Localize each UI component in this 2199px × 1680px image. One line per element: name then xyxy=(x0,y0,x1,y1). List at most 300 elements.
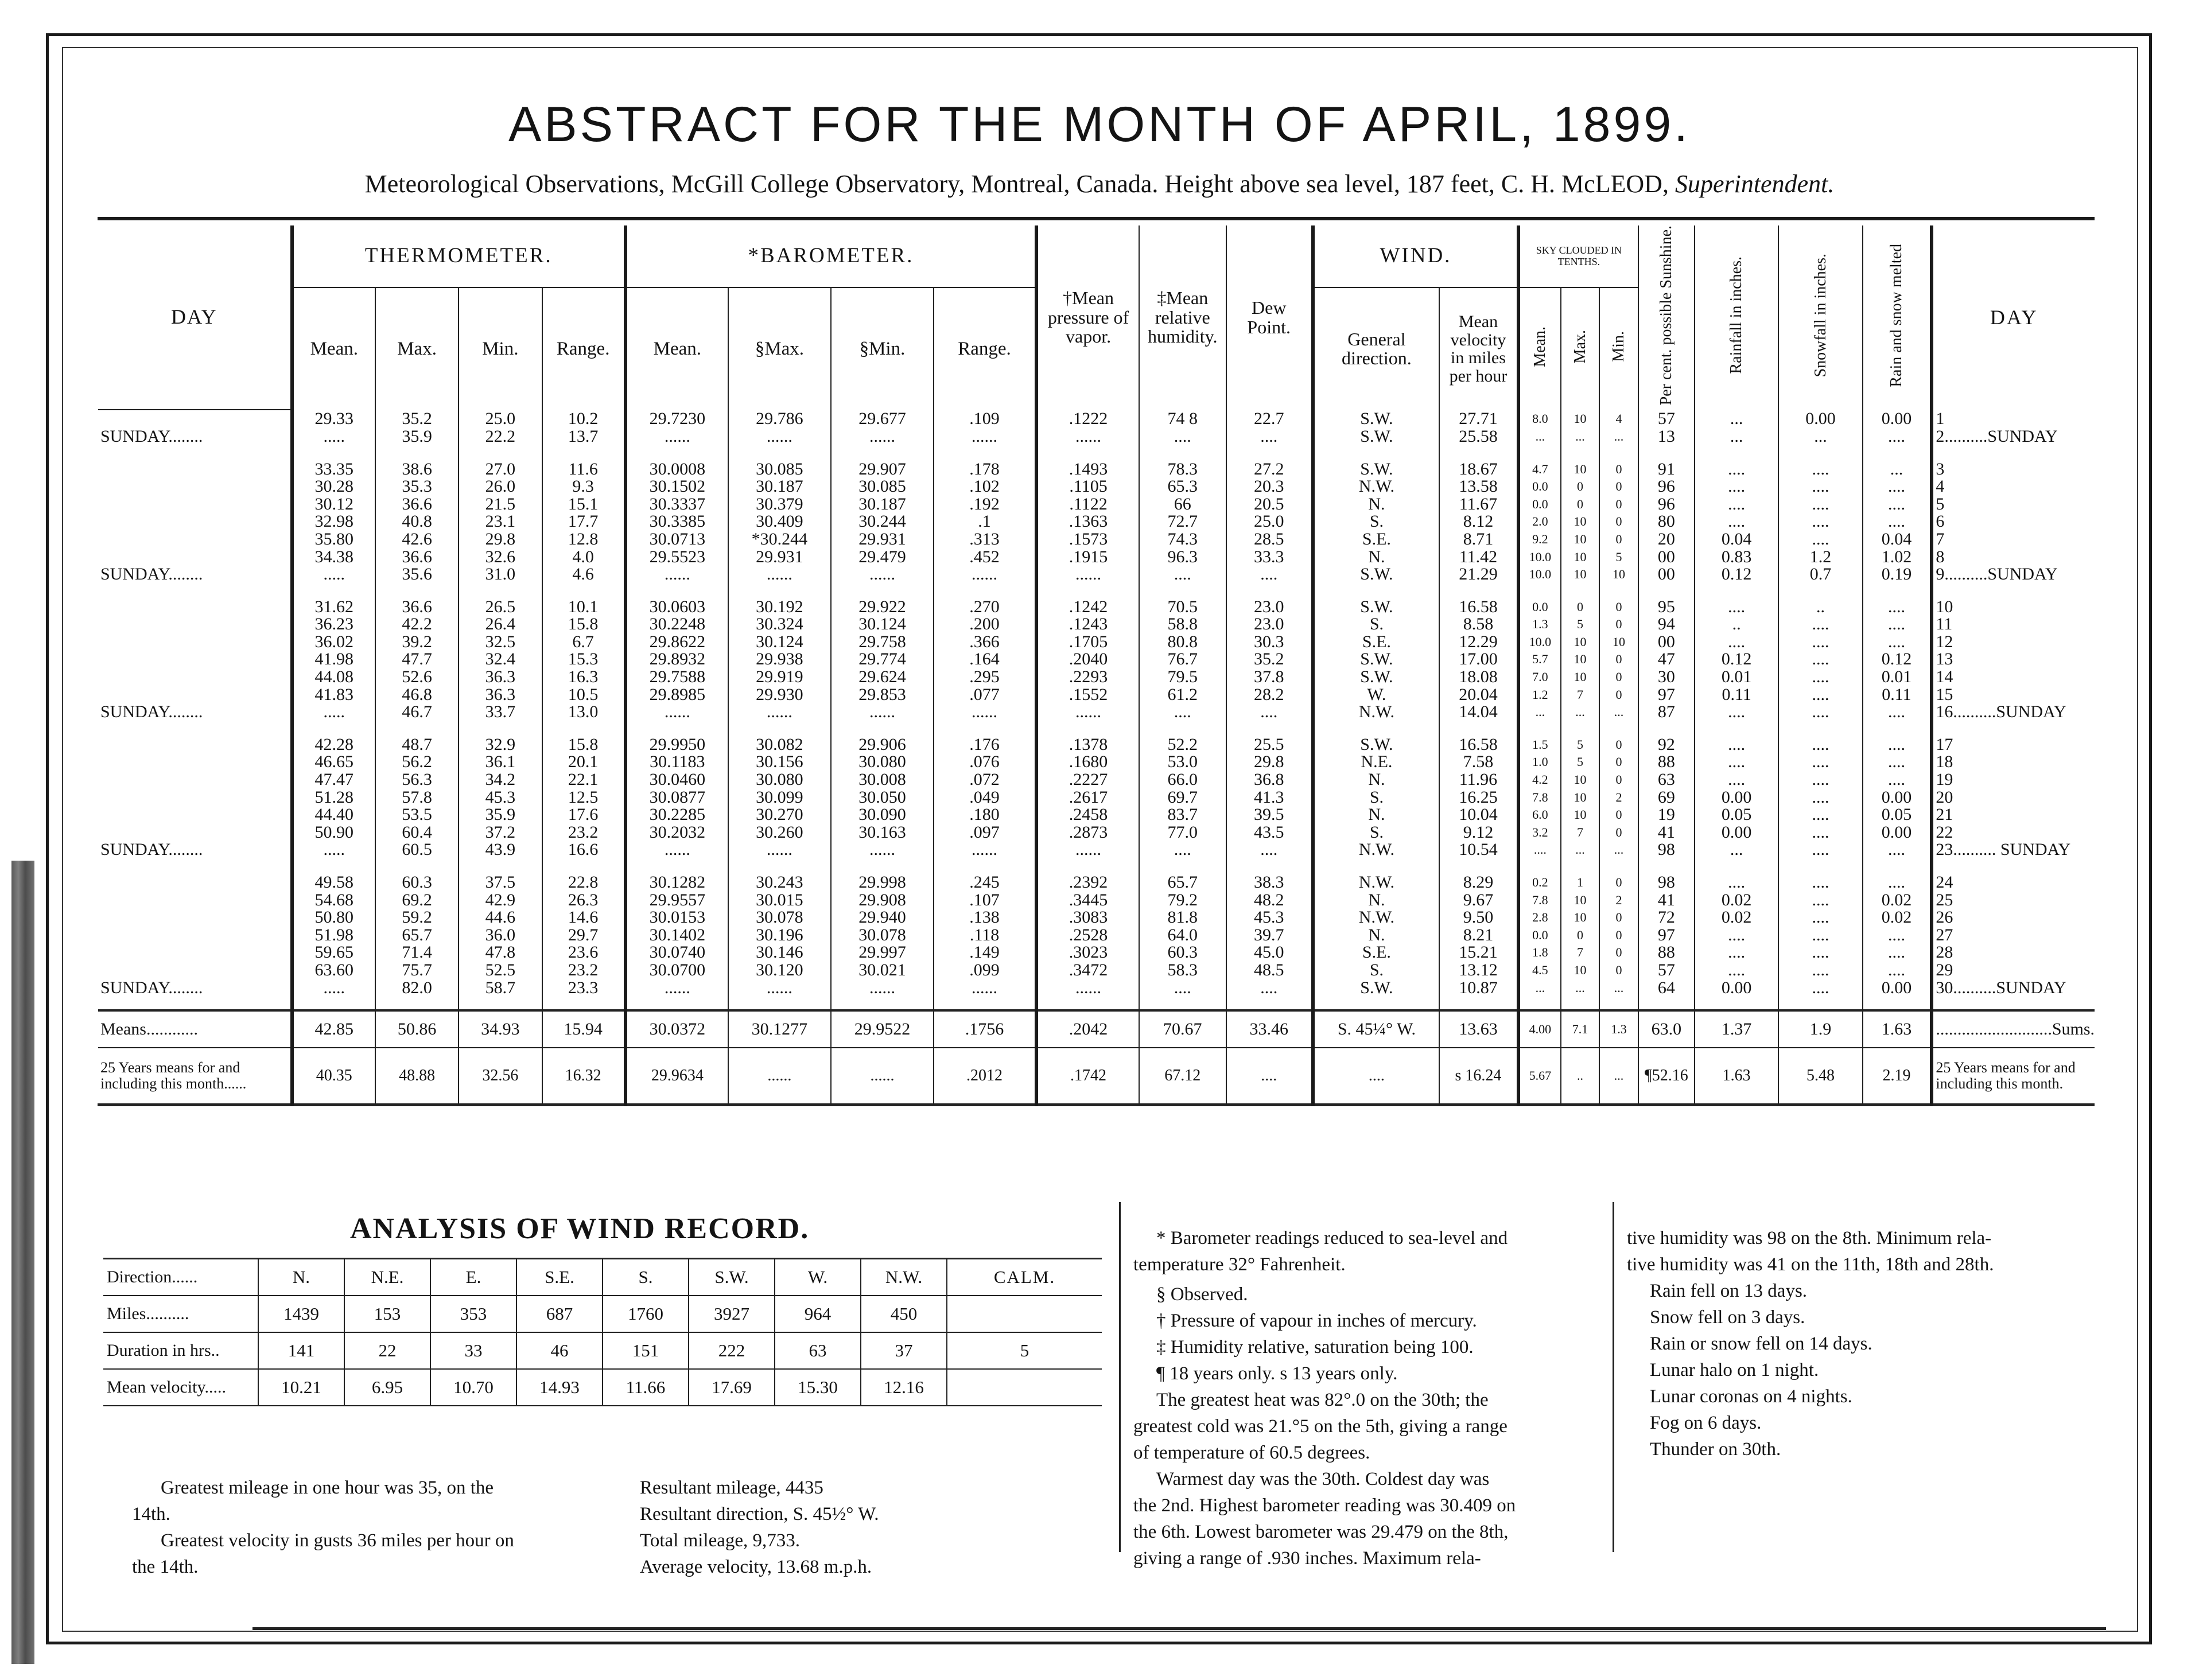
sky-min-cell: ... xyxy=(1599,428,1638,446)
wind-velocity-cell: 27.71 xyxy=(1439,410,1518,428)
wind-value-cell: 153 xyxy=(344,1296,430,1332)
humidity-cell: 74 8 xyxy=(1139,410,1226,428)
spacer-cell xyxy=(542,721,625,736)
dew-point-cell: 35.2 xyxy=(1226,651,1313,668)
barometer-mean-cell: 30.2285 xyxy=(625,806,728,824)
thermometer-mean-cell: 40.35 xyxy=(292,1048,375,1105)
thermometer-min-cell: 29.8 xyxy=(459,531,542,549)
table-row xyxy=(98,703,2095,721)
barometer-range-cell: .192 xyxy=(934,495,1036,513)
thermometer-mean-cell: 33.35 xyxy=(292,460,375,478)
wind-row-label: Miles.......... xyxy=(103,1296,258,1332)
spacer-cell xyxy=(292,583,375,598)
sky-mean-cell: 0.0 xyxy=(1518,495,1561,513)
rain-snow-cell: .... xyxy=(1863,428,1932,446)
sky-mean-cell: 1.0 xyxy=(1518,753,1561,771)
barometer-range-cell: ...... xyxy=(934,979,1036,997)
rain-snow-cell: .... xyxy=(1863,753,1932,771)
barometer-max-cell: 30.324 xyxy=(728,616,831,633)
rain-snow-cell: 0.02 xyxy=(1863,909,1932,927)
spacer-cell xyxy=(292,997,375,1010)
barometer-max-cell: 30.260 xyxy=(728,824,831,842)
day-label-right: 1 xyxy=(1932,410,2095,428)
sky-max-cell: 10 xyxy=(1561,460,1600,478)
thermometer-min-cell: 36.1 xyxy=(459,753,542,771)
rain-snow-cell: ... xyxy=(1863,460,1932,478)
sky-mean-cell: 1.3 xyxy=(1518,616,1561,633)
spacer-cell xyxy=(934,721,1036,736)
spacer-cell xyxy=(1518,583,1561,598)
snowfall-cell: .. xyxy=(1778,598,1862,616)
sky-max-cell: 0 xyxy=(1561,927,1600,944)
wind-direction-header: E. xyxy=(430,1259,516,1296)
sky-mean-cell: 1.5 xyxy=(1518,736,1561,754)
thermometer-mean-cell: 41.98 xyxy=(292,651,375,668)
thermometer-mean-cell: ..... xyxy=(292,841,375,859)
spacer-cell xyxy=(1561,583,1600,598)
rain-snow-cell: .... xyxy=(1863,736,1932,754)
rainfall-cell: ... xyxy=(1695,428,1778,446)
footnotes-right xyxy=(1627,1225,2103,1463)
sunshine-cell: 47 xyxy=(1638,651,1695,668)
humidity-cell: .... xyxy=(1139,428,1226,446)
rainfall-cell: 1.37 xyxy=(1695,1010,1778,1048)
humidity-cell: 66 xyxy=(1139,495,1226,513)
row-spacer xyxy=(98,859,2095,874)
sky-min-cell: 10 xyxy=(1599,566,1638,584)
sunshine-cell: 00 xyxy=(1638,633,1695,651)
thermometer-mean-cell: 49.58 xyxy=(292,874,375,892)
baro-range-header: Range. xyxy=(934,287,1036,410)
table-row xyxy=(98,962,2095,979)
thermometer-min-cell: 26.4 xyxy=(459,616,542,633)
thermometer-min-cell: 32.9 xyxy=(459,736,542,754)
table-row xyxy=(98,410,2095,428)
sunshine-cell: 19 xyxy=(1638,806,1695,824)
thermometer-mean-cell: ..... xyxy=(292,703,375,721)
wind-value-cell: 11.66 xyxy=(603,1369,689,1406)
rainfall-cell: .... xyxy=(1695,513,1778,531)
spacer-cell xyxy=(1695,445,1778,460)
rain-snow-cell: .... xyxy=(1863,962,1932,979)
thermometer-mean-cell: 50.90 xyxy=(292,824,375,842)
barometer-max-cell: 30.379 xyxy=(728,495,831,513)
spacer-cell xyxy=(625,445,728,460)
spacer-cell xyxy=(1036,997,1139,1010)
wind-direction-cell: S. xyxy=(1313,788,1439,806)
sky-min-cell: 0 xyxy=(1599,668,1638,686)
spacer-cell xyxy=(98,721,292,736)
thermometer-mean-cell: 51.98 xyxy=(292,927,375,944)
rain-snow-cell: .... xyxy=(1863,771,1932,789)
thermometer-range-cell: 15.3 xyxy=(542,651,625,668)
humidity-cell: 70.5 xyxy=(1139,598,1226,616)
snowfall-cell: .... xyxy=(1778,962,1862,979)
barometer-max-cell: ...... xyxy=(728,841,831,859)
thermometer-mean-cell: ..... xyxy=(292,566,375,584)
barometer-mean-cell: ...... xyxy=(625,428,728,446)
thermometer-max-cell: 35.6 xyxy=(375,566,459,584)
dew-point-cell: 29.8 xyxy=(1226,753,1313,771)
day-label xyxy=(98,944,292,962)
wind-velocity-cell: 8.58 xyxy=(1439,616,1518,633)
wind-direction-cell: S.W. xyxy=(1313,566,1439,584)
note-line: giving a range of .930 inches. Maximum rela- xyxy=(1133,1548,1481,1569)
note-line: † Pressure of vapour in inches of mercury. xyxy=(1156,1310,1477,1331)
spacer-cell xyxy=(1599,721,1638,736)
spacer-cell xyxy=(1561,445,1600,460)
wind-velocity-cell: 7.58 xyxy=(1439,753,1518,771)
wind-value-cell: 353 xyxy=(430,1296,516,1332)
snowfall-header xyxy=(1778,225,1862,410)
dew-point-cell: 23.0 xyxy=(1226,598,1313,616)
spacer-cell xyxy=(625,997,728,1010)
humidity-cell: .... xyxy=(1139,979,1226,997)
rainfall-cell: 0.83 xyxy=(1695,548,1778,566)
humidity-cell: 74.3 xyxy=(1139,531,1226,549)
sky-max-cell: 10 xyxy=(1561,909,1600,927)
sunshine-cell: 88 xyxy=(1638,753,1695,771)
snowfall-cell: 1.9 xyxy=(1778,1010,1862,1048)
barometer-min-cell: 29.9522 xyxy=(831,1010,934,1048)
snowfall-cell: ... xyxy=(1778,428,1862,446)
barometer-min-cell: 30.244 xyxy=(831,513,934,531)
rain-snow-cell: .... xyxy=(1863,616,1932,633)
thermometer-max-cell: 57.8 xyxy=(375,788,459,806)
sky-min-cell: 0 xyxy=(1599,598,1638,616)
barometer-max-cell: 29.919 xyxy=(728,668,831,686)
wind-value-cell: 151 xyxy=(603,1332,689,1369)
wind-value-cell: 964 xyxy=(775,1296,861,1332)
spacer-cell xyxy=(1695,859,1778,874)
day-label-right: 29 xyxy=(1932,962,2095,979)
barometer-max-cell: *30.244 xyxy=(728,531,831,549)
thermometer-range-cell: 22.1 xyxy=(542,771,625,789)
thermometer-min-cell: 32.4 xyxy=(459,651,542,668)
snowfall-cell: .... xyxy=(1778,531,1862,549)
day-label xyxy=(98,460,292,478)
sky-max-cell: 0 xyxy=(1561,478,1600,496)
table-row xyxy=(98,668,2095,686)
rainfall-cell: 0.05 xyxy=(1695,806,1778,824)
barometer-mean-cell: 30.2248 xyxy=(625,616,728,633)
day-label xyxy=(98,651,292,668)
snowfall-cell: .... xyxy=(1778,788,1862,806)
thermometer-min-cell: 47.8 xyxy=(459,944,542,962)
sky-mean-cell: 2.8 xyxy=(1518,909,1561,927)
barometer-max-cell: 30.243 xyxy=(728,874,831,892)
wind-velocity-cell: 10.04 xyxy=(1439,806,1518,824)
thermometer-mean-cell: 35.80 xyxy=(292,531,375,549)
humidity-cell: 69.7 xyxy=(1139,788,1226,806)
day-label xyxy=(98,410,292,428)
barometer-range-cell: .178 xyxy=(934,460,1036,478)
thermometer-min-cell: 22.2 xyxy=(459,428,542,446)
barometer-range-cell: .200 xyxy=(934,616,1036,633)
vapor-header: †Mean pressure of vapor. xyxy=(1036,225,1139,410)
sky-mean-cell: .... xyxy=(1518,841,1561,859)
barometer-header: *BAROMETER. xyxy=(625,225,1036,287)
humidity-cell: 79.2 xyxy=(1139,891,1226,909)
rain-snow-cell: .... xyxy=(1863,495,1932,513)
rain-snow-cell: 0.00 xyxy=(1863,824,1932,842)
sky-mean-cell: 10.0 xyxy=(1518,566,1561,584)
sky-mean-cell: 1.2 xyxy=(1518,686,1561,703)
vapor-cell: .2392 xyxy=(1036,874,1139,892)
barometer-range-cell: .072 xyxy=(934,771,1036,789)
dew-point-cell: 37.8 xyxy=(1226,668,1313,686)
sky-mean-header xyxy=(1518,287,1561,410)
wind-velocity-cell: 11.67 xyxy=(1439,495,1518,513)
sky-min-cell: 0 xyxy=(1599,736,1638,754)
day-label-right: 10 xyxy=(1932,598,2095,616)
day-label: 25 Years means for and including this month...... xyxy=(98,1048,292,1105)
thermometer-min-cell: 25.0 xyxy=(459,410,542,428)
rain-snow-cell: 1.02 xyxy=(1863,548,1932,566)
wind-value-cell: 687 xyxy=(516,1296,603,1332)
barometer-range-cell: .313 xyxy=(934,531,1036,549)
rainfall-cell: .... xyxy=(1695,703,1778,721)
barometer-min-cell: 29.677 xyxy=(831,410,934,428)
sky-min-cell: 0 xyxy=(1599,909,1638,927)
snowfall-cell: .... xyxy=(1778,478,1862,496)
spacer-cell xyxy=(625,583,728,598)
sky-min-cell: 2 xyxy=(1599,891,1638,909)
wind-velocity-cell: 20.04 xyxy=(1439,686,1518,703)
barometer-min-cell: ...... xyxy=(831,841,934,859)
sky-min-cell: 1.3 xyxy=(1599,1010,1638,1048)
barometer-min-cell: 29.758 xyxy=(831,633,934,651)
barometer-min-cell: 29.997 xyxy=(831,944,934,962)
wind-velocity-cell: 25.58 xyxy=(1439,428,1518,446)
wind-value-cell: 17.69 xyxy=(689,1369,775,1406)
snowfall-cell: .... xyxy=(1778,841,1862,859)
spacer-cell xyxy=(1778,445,1862,460)
barometer-range-cell: .076 xyxy=(934,753,1036,771)
barometer-min-cell: 30.163 xyxy=(831,824,934,842)
thermometer-mean-cell: 30.28 xyxy=(292,478,375,496)
sky-mean-cell: 3.2 xyxy=(1518,824,1561,842)
barometer-min-cell: 30.080 xyxy=(831,753,934,771)
dew-point-cell: 39.5 xyxy=(1226,806,1313,824)
sunshine-cell: 91 xyxy=(1638,460,1695,478)
dew-point-cell: 28.2 xyxy=(1226,686,1313,703)
dew-point-cell: 36.8 xyxy=(1226,771,1313,789)
dew-point-cell: 33.3 xyxy=(1226,548,1313,566)
wind-value-cell: 6.95 xyxy=(344,1369,430,1406)
spacer-cell xyxy=(1638,997,1695,1010)
spacer-cell xyxy=(1226,721,1313,736)
barometer-max-cell: 30.196 xyxy=(728,927,831,944)
spacer-cell xyxy=(375,859,459,874)
resultant-notes xyxy=(640,1475,1099,1580)
vapor-cell: .2040 xyxy=(1036,651,1139,668)
sky-max-cell: 10 xyxy=(1561,668,1600,686)
rainfall-cell: ... xyxy=(1695,410,1778,428)
sunshine-cell: 57 xyxy=(1638,410,1695,428)
thermometer-mean-cell: 50.80 xyxy=(292,909,375,927)
humidity-cell: 81.8 xyxy=(1139,909,1226,927)
observations-body xyxy=(98,410,2095,1106)
barometer-max-cell: ...... xyxy=(728,428,831,446)
barometer-max-cell: ...... xyxy=(728,566,831,584)
barometer-mean-cell: ...... xyxy=(625,566,728,584)
day-label-right: 7 xyxy=(1932,531,2095,549)
note-line: tive humidity was 98 on the 8th. Minimum rela- xyxy=(1627,1228,1992,1249)
day-label-right: 15 xyxy=(1932,686,2095,703)
sky-min-cell: 0 xyxy=(1599,616,1638,633)
wind-direction-header: N.E. xyxy=(344,1259,430,1296)
dew-point-header: Dew Point. xyxy=(1226,225,1313,410)
barometer-range-cell: .180 xyxy=(934,806,1036,824)
barometer-mean-cell: 30.2032 xyxy=(625,824,728,842)
day-label xyxy=(98,616,292,633)
spacer-cell xyxy=(1638,445,1695,460)
rain-snow-cell: .... xyxy=(1863,841,1932,859)
wind-direction-cell: S.W. xyxy=(1313,598,1439,616)
spacer-cell xyxy=(98,997,292,1010)
barometer-mean-cell: 30.3385 xyxy=(625,513,728,531)
spacer-cell xyxy=(1863,997,1932,1010)
wind-value-cell: 222 xyxy=(689,1332,775,1369)
day-label-right: 20 xyxy=(1932,788,2095,806)
thermometer-range-cell: 20.1 xyxy=(542,753,625,771)
sunshine-cell: 13 xyxy=(1638,428,1695,446)
sky-max-cell: 10 xyxy=(1561,410,1600,428)
sunshine-cell: 98 xyxy=(1638,874,1695,892)
spacer-cell xyxy=(1439,859,1518,874)
spacer-cell xyxy=(459,721,542,736)
dew-point-cell: 30.3 xyxy=(1226,633,1313,651)
barometer-max-cell: 30.1277 xyxy=(728,1010,831,1048)
snowfall-cell: .... xyxy=(1778,874,1862,892)
humidity-cell: 61.2 xyxy=(1139,686,1226,703)
humidity-cell: 96.3 xyxy=(1139,548,1226,566)
barometer-max-cell: 30.270 xyxy=(728,806,831,824)
thermometer-mean-cell: 42.28 xyxy=(292,736,375,754)
rainfall-cell: 1.63 xyxy=(1695,1048,1778,1105)
wind-direction-cell: S.E. xyxy=(1313,531,1439,549)
day-label-right: 18 xyxy=(1932,753,2095,771)
sunshine-cell: 00 xyxy=(1638,566,1695,584)
spacer-cell xyxy=(1863,859,1932,874)
spacer-cell xyxy=(728,721,831,736)
day-label-right: 24 xyxy=(1932,874,2095,892)
snowfall-cell: .... xyxy=(1778,806,1862,824)
barometer-mean-cell: 29.8932 xyxy=(625,651,728,668)
sunshine-cell: 95 xyxy=(1638,598,1695,616)
rain-snow-cell: .... xyxy=(1863,513,1932,531)
sky-max-cell: 10 xyxy=(1561,633,1600,651)
sky-max-cell: .. xyxy=(1561,1048,1600,1105)
day-label xyxy=(98,927,292,944)
humidity-cell: .... xyxy=(1139,566,1226,584)
wind-direction-cell: N. xyxy=(1313,927,1439,944)
spacer-cell xyxy=(375,583,459,598)
wind-value-cell: 63 xyxy=(775,1332,861,1369)
thermometer-min-cell: 23.1 xyxy=(459,513,542,531)
table-row xyxy=(98,891,2095,909)
spacer-cell xyxy=(831,583,934,598)
barometer-min-cell: 29.479 xyxy=(831,548,934,566)
spacer-cell xyxy=(1139,721,1226,736)
barometer-mean-cell: 29.8622 xyxy=(625,633,728,651)
wind-direction-cell: S.W. xyxy=(1313,410,1439,428)
thermometer-range-cell: 15.8 xyxy=(542,616,625,633)
thermometer-min-cell: 44.6 xyxy=(459,909,542,927)
thermometer-mean-cell: 63.60 xyxy=(292,962,375,979)
vapor-cell: ...... xyxy=(1036,703,1139,721)
sky-min-cell: 0 xyxy=(1599,513,1638,531)
wind-direction-cell: N.W. xyxy=(1313,478,1439,496)
vapor-cell: .2617 xyxy=(1036,788,1139,806)
note-line: Fog on 6 days. xyxy=(1650,1413,1762,1433)
thermometer-mean-cell: 42.85 xyxy=(292,1010,375,1048)
dew-point-cell: 33.46 xyxy=(1226,1010,1313,1048)
wind-value-cell: 22 xyxy=(344,1332,430,1369)
thermometer-min-cell: 31.0 xyxy=(459,566,542,584)
barometer-range-cell: .118 xyxy=(934,927,1036,944)
sky-mean-cell: 0.0 xyxy=(1518,927,1561,944)
therm-min-header: Min. xyxy=(459,287,542,410)
wind-velocity-cell: 10.54 xyxy=(1439,841,1518,859)
table-row xyxy=(98,753,2095,771)
snowfall-cell: .... xyxy=(1778,633,1862,651)
day-label-right: 25 Years means for and including this month. xyxy=(1932,1048,2095,1105)
rain-snow-cell: 0.19 xyxy=(1863,566,1932,584)
humidity-cell: 65.3 xyxy=(1139,478,1226,496)
day-header: DAY xyxy=(98,225,292,410)
sky-mean-cell: 9.2 xyxy=(1518,531,1561,549)
wind-value-cell: 3927 xyxy=(689,1296,775,1332)
sky-mean-cell: 4.00 xyxy=(1518,1010,1561,1048)
note-line: the 6th. Lowest barometer was 29.479 on the 8th, xyxy=(1133,1522,1509,1542)
day-label xyxy=(98,806,292,824)
spacer-cell xyxy=(375,445,459,460)
wind-value-cell: 37 xyxy=(861,1332,947,1369)
day-label xyxy=(98,824,292,842)
humidity-cell: 65.7 xyxy=(1139,874,1226,892)
rainfall-cell: 0.12 xyxy=(1695,566,1778,584)
day-label-right: 19 xyxy=(1932,771,2095,789)
humidity-cell: .... xyxy=(1139,703,1226,721)
day-label-right: 16..........SUNDAY xyxy=(1932,703,2095,721)
table-row xyxy=(98,841,2095,859)
spacer-cell xyxy=(1518,997,1561,1010)
humidity-cell: 72.7 xyxy=(1139,513,1226,531)
vapor-cell: ...... xyxy=(1036,428,1139,446)
day-label-right: 12 xyxy=(1932,633,2095,651)
day-label-right: 5 xyxy=(1932,495,2095,513)
thermometer-mean-cell: 36.02 xyxy=(292,633,375,651)
thermometer-mean-cell: 59.65 xyxy=(292,944,375,962)
dew-point-cell: 27.2 xyxy=(1226,460,1313,478)
thermometer-min-cell: 58.7 xyxy=(459,979,542,997)
sky-mean-cell: ... xyxy=(1518,979,1561,997)
thermometer-range-cell: 15.1 xyxy=(542,495,625,513)
day-label xyxy=(98,771,292,789)
barometer-min-cell: 29.906 xyxy=(831,736,934,754)
snowfall-cell: .... xyxy=(1778,668,1862,686)
vapor-cell: .1242 xyxy=(1036,598,1139,616)
dew-point-cell: 25.0 xyxy=(1226,513,1313,531)
spacer-cell xyxy=(1226,859,1313,874)
snowfall-cell: .... xyxy=(1778,753,1862,771)
humidity-cell: 60.3 xyxy=(1139,944,1226,962)
rainfall-cell: 0.04 xyxy=(1695,531,1778,549)
sky-mean-cell: 10.0 xyxy=(1518,633,1561,651)
thermometer-max-cell: 48.88 xyxy=(375,1048,459,1105)
